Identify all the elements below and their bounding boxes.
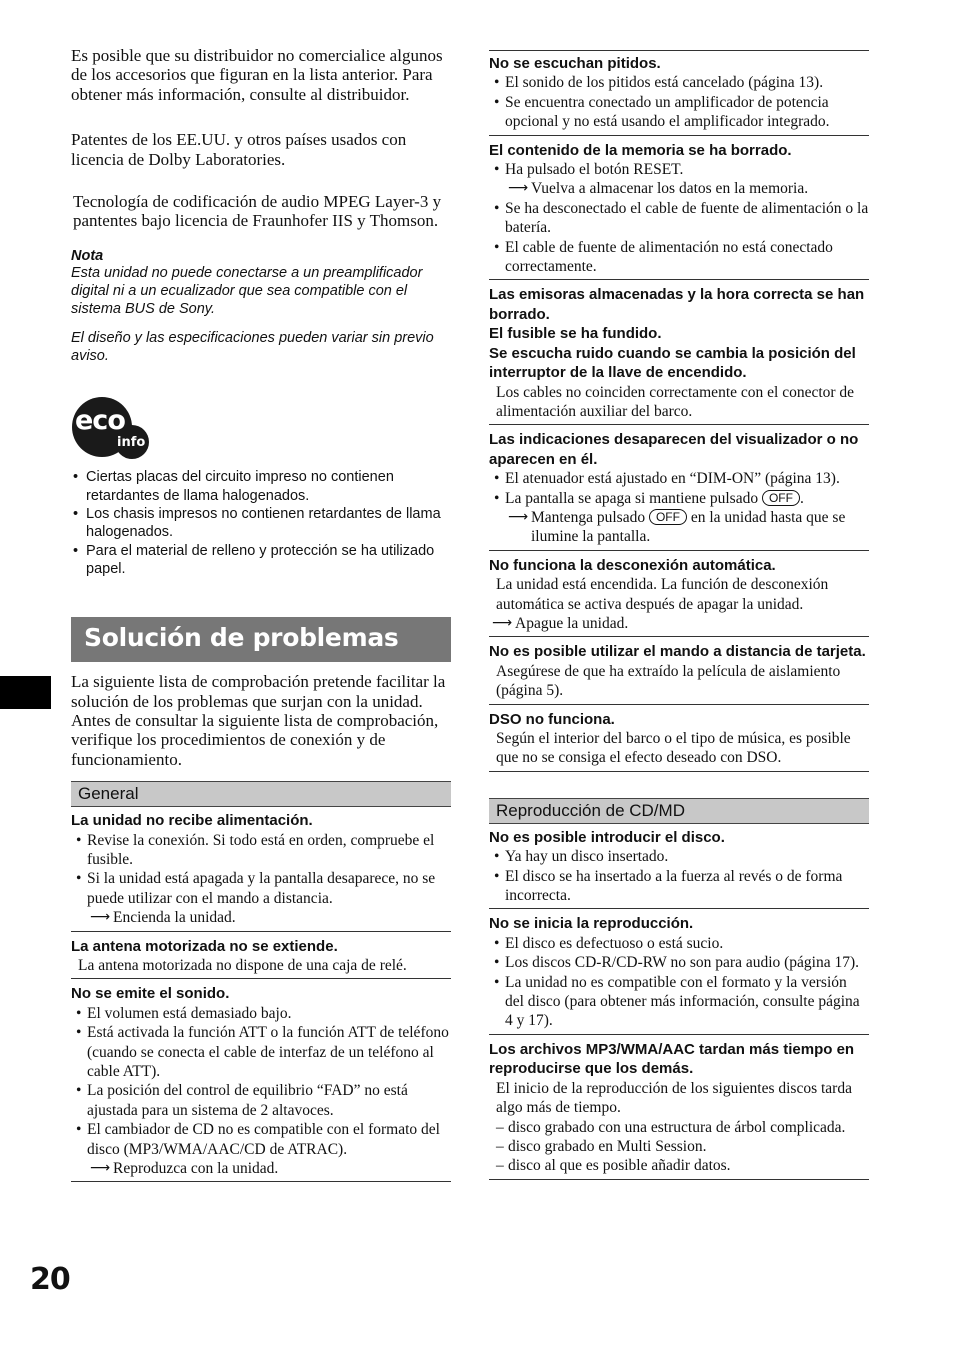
block-title: El fusible se ha fundido.: [489, 325, 662, 343]
block-title: Las emisoras almacenadas y la hora correcta se han borrado.: [489, 286, 865, 323]
mp3-slow-block: [489, 1040, 869, 1180]
action-line: [489, 508, 869, 547]
page-edge-tab: [0, 676, 51, 709]
bullet-list: [489, 73, 869, 131]
action-text: en la unidad hasta que se ilumine la pantalla.: [531, 508, 846, 546]
list-item: • El sonido de los pitidos está cancelado (página 13).: [489, 73, 869, 92]
list-item: – disco grabado con una estructura de árbol complicada.: [489, 1118, 869, 1137]
list-item: • Revise la conexión. Si todo está en orden, compruebe el fusible.: [71, 831, 451, 870]
info-text: info: [117, 435, 146, 451]
block-title: Se escucha ruido cuando se cambia la posición del interruptor de la llave de encendido.: [489, 344, 856, 382]
section-title: Solución de problemas: [71, 617, 451, 662]
block-title: No se emite el sonido.: [71, 985, 230, 1003]
item-text: La pantalla se apaga si mantiene pulsado: [505, 489, 759, 507]
no-sound-block: [71, 984, 451, 1182]
block-title: No es posible introducir el disco.: [489, 828, 725, 846]
action-line: [71, 1159, 451, 1178]
list-item: • El atenuador está ajustado en “DIM-ON” (página 13).: [489, 469, 869, 488]
list-item: • Ya hay un disco insertado.: [489, 847, 869, 866]
block-title: DSO no funciona.: [489, 710, 615, 728]
list-item: • La unidad no es compatible con el formato y la versión del disco (para obtener más información, consulte página 4 y 17).: [489, 973, 869, 1031]
general-header: General: [71, 781, 451, 807]
list-item: • La posición del control de equilibrio “FAD” no está ajustada para un sistema de 2 altavoces.: [71, 1081, 451, 1120]
bullet-list: [489, 199, 869, 277]
list-item: • Se encuentra conectado un amplificador de potencia opcional y no está usando el amplificador integrado.: [489, 93, 869, 132]
action-text: Vuelva a almacenar los datos en la memoria.: [531, 180, 809, 198]
item-text: .: [799, 489, 804, 507]
memory-erased-block: [489, 141, 869, 281]
action-line: [489, 614, 869, 633]
list-item: – disco grabado en Multi Session.: [489, 1137, 869, 1156]
section-intro-2: Antes de consultar la siguiente lista de comprobación, verifique los procedimientos de conexión y de funcionamiento.: [71, 710, 439, 769]
block-title: El contenido de la memoria se ha borrado.: [489, 141, 792, 159]
bullet-list: [489, 934, 869, 1031]
block-title: No se inicia la reproducción.: [489, 915, 694, 933]
dso-block: [489, 710, 869, 772]
arrow-right-icon: ⟶: [508, 508, 529, 525]
arrow-right-icon: ⟶: [492, 614, 513, 631]
block-text: Según el interior del barco o el tipo de música, es posible que no se consiga el efecto deseado con DSO.: [496, 730, 851, 767]
list-item: • Los chasis impresos no contienen retardantes de llama halogenados.: [71, 505, 451, 542]
note-title: Nota: [71, 247, 104, 264]
block-title: Los archivos MP3/WMA/AAC tardan más tiempo en reproducirse que los demás.: [489, 1040, 855, 1078]
action-line: [489, 179, 869, 198]
list-item: [489, 489, 869, 508]
arrow-right-icon: ⟶: [90, 1160, 111, 1177]
list-item: • El cambiador de CD no es compatible con el formato del disco (MP3/WMA/AAC/CD de ATRAC).: [71, 1120, 451, 1159]
display-disappears-block: [489, 430, 869, 550]
block-text: El inicio de la reproducción de los siguientes discos tarda algo más de tiempo.: [496, 1079, 852, 1117]
block-title: La unidad no recibe alimentación.: [71, 812, 313, 830]
action-line: [71, 908, 451, 927]
list-item: • El disco se ha insertado a la fuerza al revés o de forma incorrecta.: [489, 867, 869, 906]
list-item: • Se ha desconectado el cable de fuente de alimentación o la batería.: [489, 199, 869, 238]
bullet-list: [71, 831, 451, 909]
left-column: [71, 46, 451, 1187]
mpeg-paragraph: Tecnología de codificación de audio MPEG Layer-3 y pantentes bajo licencia de Fraunhofer IIS y Thomson.: [73, 192, 442, 231]
arrow-right-icon: ⟶: [90, 909, 111, 926]
eco-text: eco: [75, 405, 125, 437]
eco-bullet-list: [71, 468, 451, 578]
list-item: • Ha pulsado el botón RESET.: [489, 160, 869, 179]
accessories-paragraph: Es posible que su distribuidor no comercialice algunos de los accesorios que figuran en la lista anterior. Para obtener más información, consulte al distribuidor.: [71, 46, 443, 104]
stations-erased-block: [489, 285, 869, 425]
block-title: No es posible utilizar el mando a distancia de tarjeta.: [489, 643, 866, 661]
list-item: – disco al que es posible añadir datos.: [489, 1156, 869, 1175]
block-title: Las indicaciones desaparecen del visualizador o no aparecen en él.: [489, 431, 859, 468]
auto-off-block: [489, 556, 869, 638]
no-power-block: [71, 811, 451, 931]
eco-info-logo: [71, 397, 151, 463]
block-text: La antena motorizada no dispone de una caja de relé.: [78, 956, 407, 974]
off-button-label: OFF: [649, 509, 687, 525]
list-item: • El cable de fuente de alimentación no está conectado correctamente.: [489, 238, 869, 277]
block-title: No funciona la desconexión automática.: [489, 556, 776, 574]
dolby-paragraph: Patentes de los EE.UU. y otros países usados con licencia de Dolby Laboratories.: [71, 130, 407, 169]
no-beep-block: [489, 50, 869, 136]
bullet-list: [71, 1004, 451, 1159]
cd-md-header: Reproducción de CD/MD: [489, 798, 869, 824]
bullet-list: [489, 847, 869, 905]
note-text: Esta unidad no puede conectarse a un preamplificador digital ni a un ecualizador que sea compatible con el sistema BUS de Sony.: [71, 264, 423, 318]
list-item: • Si la unidad está apagada y la pantalla desaparece, no se puede utilizar con el mando a distancia.: [71, 869, 451, 908]
remote-block: [489, 642, 869, 704]
bullet-list: [489, 469, 869, 508]
block-text: Los cables no coinciden correctamente con el conector de alimentación auxiliar del barco.: [496, 383, 855, 420]
block-text: La unidad está encendida. La función de desconexión automática se activa después de apagar la unidad.: [496, 576, 829, 613]
action-text: Encienda la unidad.: [113, 909, 236, 927]
dash-list: [489, 1118, 869, 1176]
list-item: • El volumen está demasiado bajo.: [71, 1004, 451, 1023]
design-note: El diseño y las especificaciones pueden variar sin previo aviso.: [71, 329, 434, 365]
action-text: Mantenga pulsado: [531, 508, 646, 526]
right-column: [489, 50, 869, 1185]
antenna-block: [71, 937, 451, 980]
disc-insert-block: [489, 828, 869, 910]
block-title: No se escuchan pitidos.: [489, 55, 661, 72]
action-text: Reproduzca con la unidad.: [113, 1160, 279, 1178]
list-item: • Para el material de relleno y protección se ha utilizado papel.: [71, 542, 451, 579]
arrow-right-icon: ⟶: [508, 180, 529, 197]
block-title: La antena motorizada no se extiende.: [71, 937, 338, 955]
section-intro-1: La siguiente lista de comprobación pretende facilitar la solución de los problemas que surjan con la unidad.: [71, 672, 446, 711]
block-text: Asegúrese de que ha extraído la película de aislamiento (página 5).: [496, 662, 841, 700]
page-number: 20: [30, 1262, 70, 1297]
off-button-label: OFF: [762, 490, 800, 506]
list-item: • Está activada la función ATT o la función ATT de teléfono (cuando se conecta el cable de interfaz de un teléfono al cable ATT).: [71, 1023, 451, 1081]
bullet-list: [489, 160, 869, 179]
list-item: • Los discos CD-R/CD-RW no son para audio (página 17).: [489, 953, 869, 972]
list-item: • El disco es defectuoso o está sucio.: [489, 934, 869, 953]
action-text: Apague la unidad.: [515, 614, 629, 632]
playback-start-block: [489, 914, 869, 1034]
list-item: • Ciertas placas del circuito impreso no contienen retardantes de llama halogenados.: [71, 468, 451, 505]
